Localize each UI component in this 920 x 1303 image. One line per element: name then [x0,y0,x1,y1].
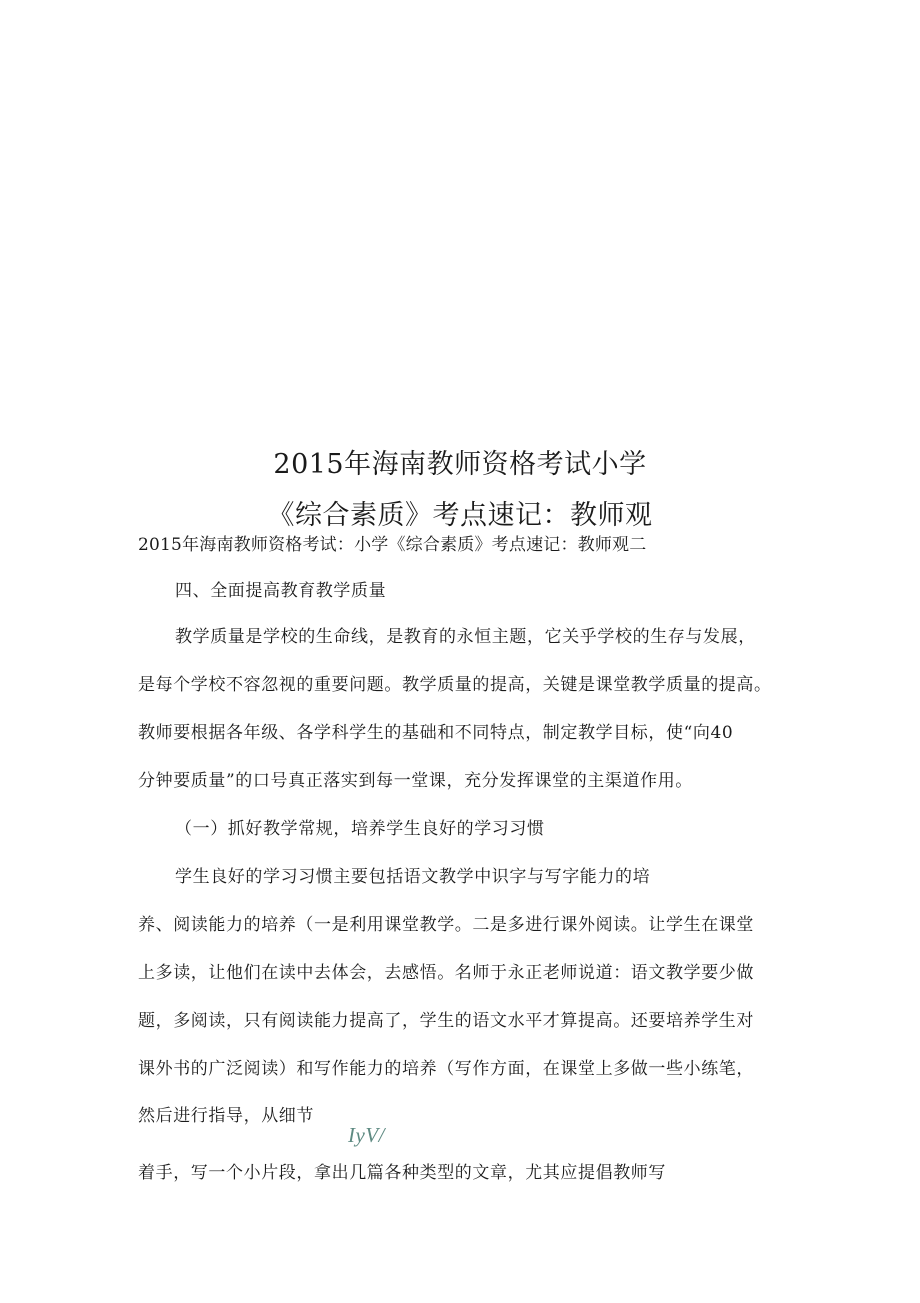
document-subtitle: 2015年海南教师资格考试：小学《综合素质》考点速记：教师观二 [138,535,647,555]
subsection-heading: （一）抓好教学常规，培养学生良好的学习习惯 [175,819,545,839]
stray-handwritten-mark: IyV/ [348,1123,385,1147]
paragraph2-line: 着手，写一个小片段，拿出几篇各种类型的文章，尤其应提倡教师写 [138,1163,666,1183]
paragraph1-line: 教学质量是学校的生命线，是教育的永恒主题，它关乎学校的生存与发展， [175,627,756,647]
section-heading: 四、全面提高教育教学质量 [175,581,387,601]
paragraph1-line: 分钟要质量”的口号真正落实到每一堂课，充分发挥课堂的主渠道作用。 [138,771,693,791]
paragraph2-line: 然后进行指导，从细节 [138,1106,314,1126]
paragraph1-line: 教师要根据各年级、各学科学生的基础和不同特点，制定教学目标，使“向40 [138,723,734,743]
paragraph2-line: 养、阅读能力的培养（一是利用课堂教学。二是多进行课外阅读。让学生在课堂 [138,915,754,935]
paragraph2-line: 学生良好的学习习惯主要包括语文教学中识字与写字能力的培 [175,867,651,887]
paragraph2-line: 上多读，让他们在读中去体会，去感悟。名师于永正老师说道：语文教学要少做 [138,963,754,983]
document-title-line2: 《综合素质》考点速记：教师观 [267,500,653,531]
paragraph2-line: 课外书的广泛阅读）和写作能力的培养（写作方面，在课堂上多做一些小练笔， [138,1059,754,1079]
document-title-line1: 2015年海南教师资格考试小学 [273,449,647,480]
paragraph1-line: 是每个学校不容忽视的重要问题。教学质量的提高，关键是课堂教学质量的提高。 [138,675,772,695]
paragraph2-line: 题，多阅读，只有阅读能力提高了，学生的语文水平才算提高。还要培养学生对 [138,1011,754,1031]
